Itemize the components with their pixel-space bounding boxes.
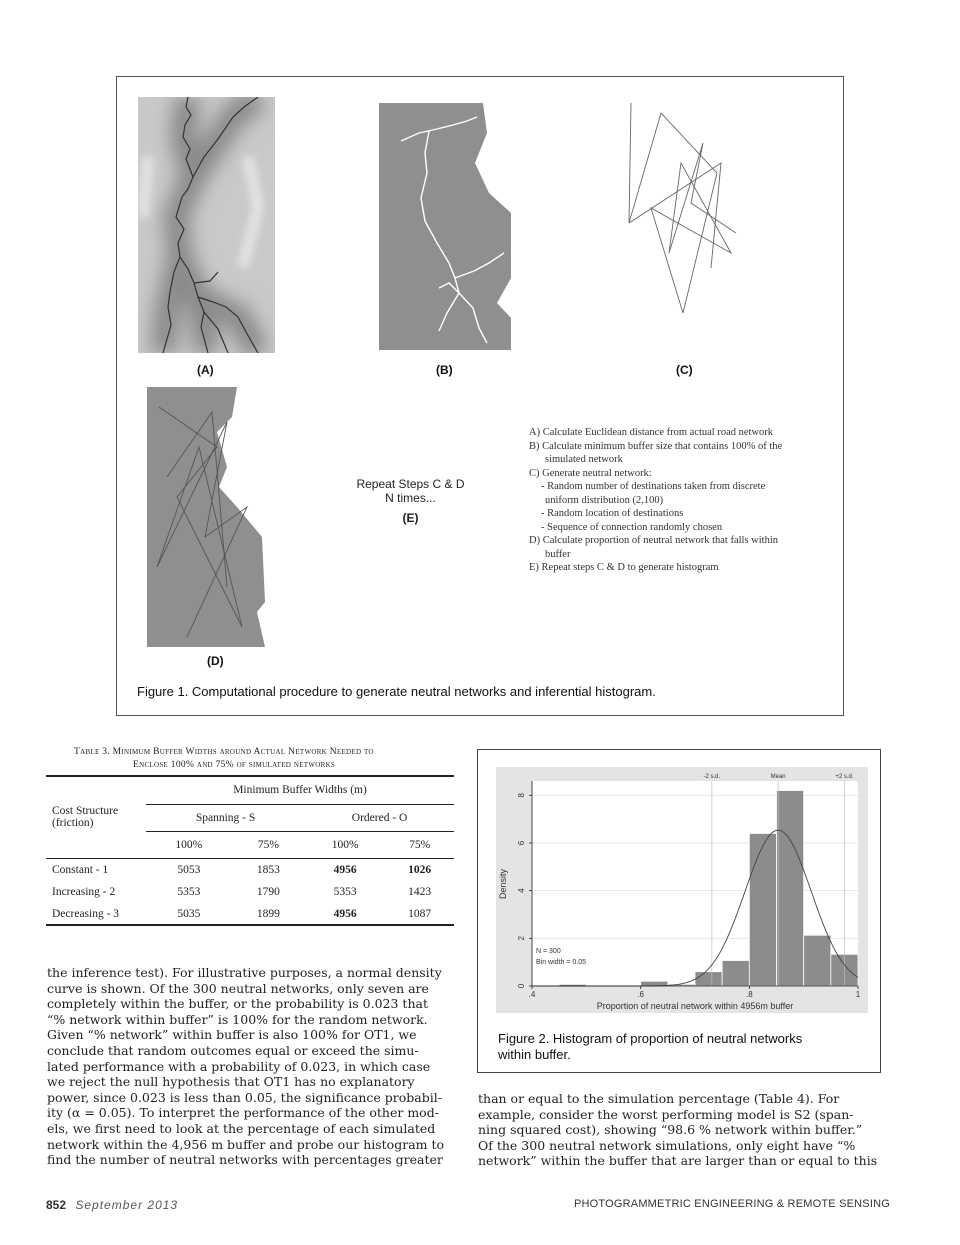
table-cell: 1026	[408, 863, 432, 876]
text-line: “% network within buffer” is 100% for the random network.	[47, 1011, 428, 1027]
step-line: uniform distribution (2,100)	[545, 494, 664, 506]
histogram-bar	[804, 935, 831, 986]
table-cell: 1899	[256, 907, 280, 920]
table-cell: 1853	[256, 863, 280, 876]
panel-a-distance-raster	[138, 97, 275, 353]
x-tick-label: .8	[745, 990, 753, 999]
text-line: ity (α = 0.05). To interpret the performance of the other mod-	[47, 1105, 439, 1121]
text-line: lated performance with a probability of 0.023, in which case	[47, 1058, 431, 1074]
table-cell: 5353	[177, 886, 201, 898]
body-text-left	[47, 965, 459, 1168]
step-line: - Sequence of connection randomly chosen	[541, 521, 723, 533]
issue-date: September 2013	[75, 1198, 179, 1212]
subhead: 75%	[409, 838, 431, 851]
journal-name: PHOTOGRAMMETRIC ENGINEERING & REMOTE SENSING	[573, 1198, 890, 1210]
figure-2-caption	[498, 1031, 802, 1063]
text-line: we reject the null hypothesis that OT1 has no explanatory	[47, 1074, 415, 1090]
subhead: 100%	[331, 838, 359, 851]
text-line: than or equal to the simulation percentage (Table 4). For	[478, 1091, 840, 1106]
x-tick-label: 1	[855, 990, 861, 999]
x-tick-label: .6	[637, 990, 645, 999]
row-label: Increasing - 2	[52, 886, 116, 898]
text-line: conclude that random outcomes equal or exceed the simu-	[47, 1042, 419, 1058]
text-line: ning squared cost), showing “98.6 % network within buffer.”	[478, 1122, 863, 1138]
table-row	[46, 881, 454, 903]
figure-1	[116, 76, 844, 716]
histogram-bar	[695, 972, 722, 986]
annotation-n: N = 300	[536, 948, 561, 955]
caption-line-2: within buffer.	[498, 1047, 571, 1062]
annotation-bin-width: Bin width = 0.05	[536, 959, 587, 966]
repeat-line-1: Repeat Steps C & D	[356, 477, 465, 491]
text-line: Of the 300 neutral network simulations, only eight have “%	[478, 1137, 856, 1153]
panel-label-d: (D)	[207, 654, 224, 668]
row-label: Decreasing - 3	[52, 907, 120, 920]
figure-2	[477, 749, 881, 1073]
table-title-line-1: Table 3. Minimum Buffer Widths around Actual Network Needed to	[74, 747, 374, 757]
reference-line-label: +2 s.d.	[835, 774, 854, 780]
y-axis-label: Density	[498, 868, 508, 900]
y-tick-label: 0	[517, 983, 526, 989]
footer-left	[46, 1198, 178, 1212]
table-cell: 5035	[177, 907, 201, 920]
panel-label-c: (C)	[676, 363, 693, 377]
text-line: completely within the buffer, or the probability is 0.023 that	[47, 996, 428, 1012]
x-tick-label: .4	[528, 990, 536, 999]
table-row	[46, 858, 454, 881]
y-tick-label: 6	[517, 840, 526, 846]
table-cell: 5053	[177, 863, 201, 876]
text-line: example, consider the worst performing model is S2 (span-	[478, 1106, 854, 1122]
reference-line-label: -2 s.d.	[703, 774, 721, 780]
text-line: Given “% network” within buffer is also 100% for OT1, we	[47, 1027, 417, 1043]
panel-d-overlay	[147, 387, 267, 647]
step-line: - Random location of destinations	[541, 508, 684, 519]
panel-b-buffer	[379, 103, 511, 350]
subhead: 75%	[257, 838, 279, 851]
stub-header	[46, 776, 146, 858]
spanner-header: Minimum Buffer Widths (m)	[146, 776, 454, 804]
histogram-bar	[722, 960, 749, 986]
panel-c-neutral-network	[621, 103, 751, 313]
text-line: curve is shown. Of the 300 neutral networks, only seven are	[47, 980, 429, 996]
step-line: C) Generate neutral network:	[529, 467, 652, 479]
table-cell: 4956	[333, 863, 357, 876]
step-line: B) Calculate minimum buffer size that contains 100% of the	[529, 440, 783, 452]
panel-label-e: (E)	[402, 511, 419, 525]
y-tick-label: 8	[517, 793, 526, 798]
group-header-spanning: Spanning - S	[146, 804, 305, 831]
table-cell: 5353	[333, 886, 357, 898]
table-cell: 1087	[408, 907, 432, 920]
table-cell: 1423	[408, 886, 432, 898]
step-line: - Random number of destinations taken from discrete	[541, 481, 766, 492]
x-axis-label: Proportion of neutral network within 4956m buffer	[596, 1001, 794, 1011]
text-line: the inference test). For illustrative purposes, a normal density	[47, 965, 442, 980]
caption-line-1: Figure 2. Histogram of proportion of neutral networks	[498, 1031, 803, 1046]
text-line: network” within the buffer that are larger than or equal to this	[478, 1153, 878, 1169]
table-title-line-2: Enclose 100% and 75% of simulated networks	[133, 760, 336, 770]
step-line: D) Calculate proportion of neutral network that falls within	[529, 535, 779, 546]
subhead: 100%	[175, 838, 203, 851]
step-line: buffer	[545, 548, 571, 560]
table-3-title	[46, 746, 456, 772]
panel-label-b: (B)	[436, 363, 453, 377]
reference-line-label: Mean	[770, 774, 786, 780]
table-3	[46, 746, 456, 926]
text-line: power, since 0.023 is less than 0.05, the significance probabil-	[47, 1089, 442, 1105]
y-tick-label: 2	[517, 936, 526, 941]
buffer-widths-table	[46, 775, 454, 926]
row-label: Constant - 1	[52, 863, 109, 876]
text-line: find the number of neutral networks with percentages greater	[47, 1152, 443, 1168]
step-line: A) Calculate Euclidean distance from actual road network	[529, 427, 774, 438]
histogram-bar	[749, 833, 776, 986]
histogram-bar	[777, 791, 804, 986]
y-tick-label: 4	[517, 888, 526, 893]
stub-header-line-2: (friction)	[52, 817, 94, 830]
page-number: 852	[46, 1198, 67, 1212]
panel-label-a: (A)	[197, 363, 214, 377]
table-cell: 4956	[333, 907, 357, 920]
table-cell: 1790	[256, 886, 280, 898]
stub-header-line-1: Cost Structure	[52, 805, 119, 818]
repeat-note	[353, 477, 468, 525]
figure-1-caption: Figure 1. Computational procedure to generate neutral networks and inferential histogram.	[137, 684, 656, 699]
step-line: simulated network	[545, 454, 623, 465]
repeat-line-2: N times...	[385, 491, 436, 505]
histogram-chart	[496, 767, 868, 1013]
text-line: network within the 4,956 m buffer and probe our histogram to	[47, 1136, 445, 1152]
step-line: E) Repeat steps C & D to generate histogram	[529, 562, 719, 573]
group-header-ordered: Ordered - O	[305, 804, 454, 831]
text-line: els, we first need to look at the percentage of each simulated	[47, 1120, 436, 1136]
body-text-right	[478, 1091, 888, 1169]
procedure-steps	[529, 426, 829, 575]
table-row	[46, 903, 454, 925]
